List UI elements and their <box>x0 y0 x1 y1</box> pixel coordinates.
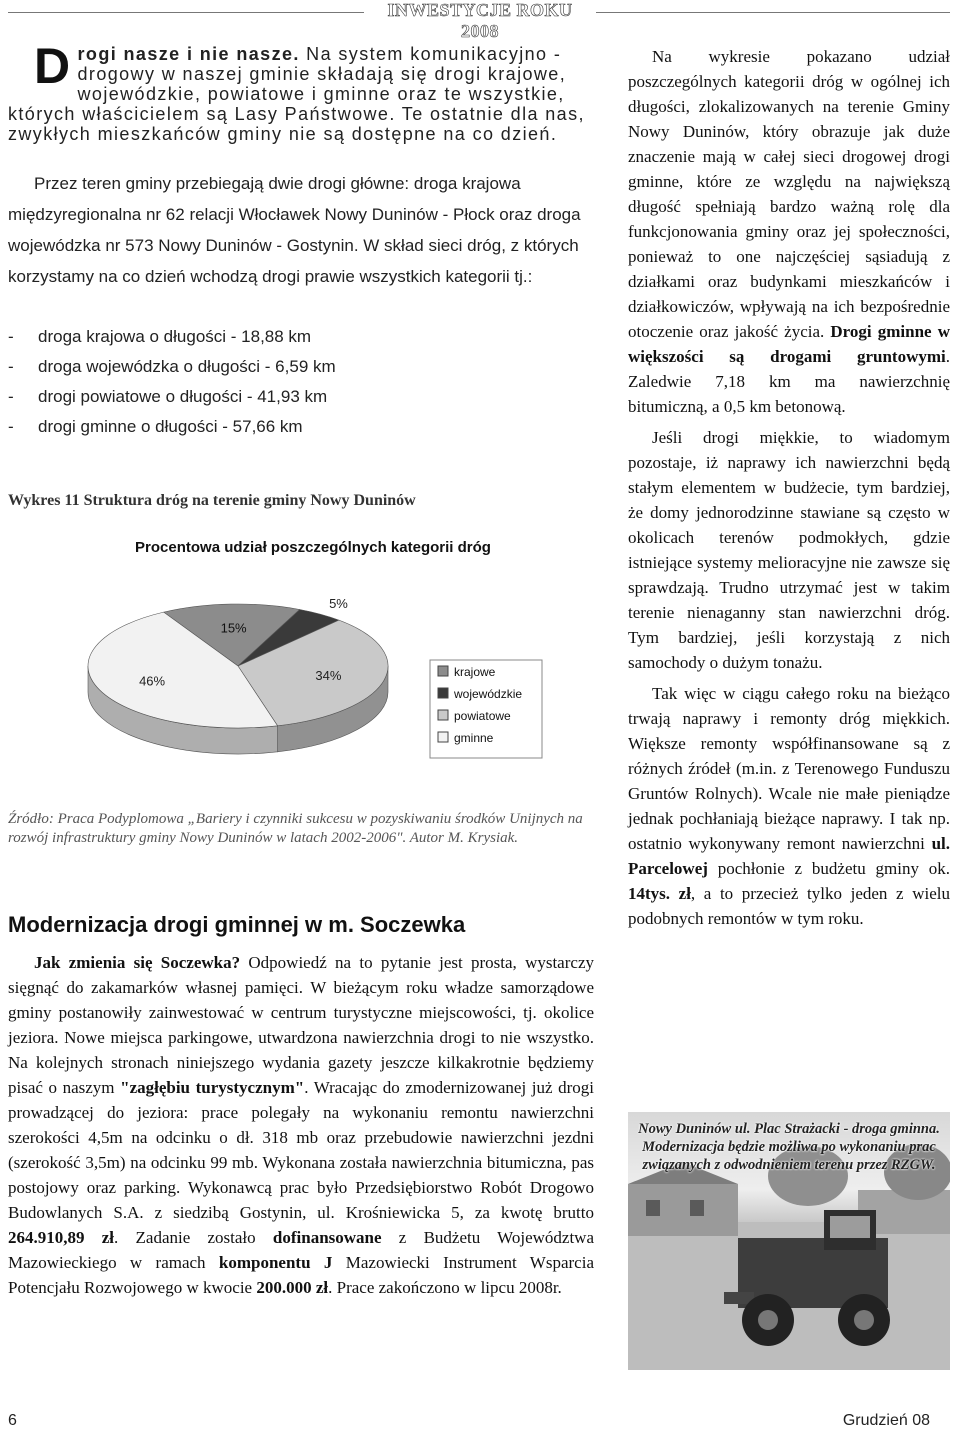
data-label-krajowe: 15% <box>220 620 247 636</box>
intro-lead: rogi nasze i nie nasze. <box>77 44 300 64</box>
section-header-title: INWESTYCJE ROKU 2008 <box>387 0 573 41</box>
data-label-wojewódzkie: 5% <box>329 595 348 611</box>
data-label-gminne: 46% <box>139 673 166 689</box>
legend-label-powiatowe: powiatowe <box>454 709 511 723</box>
legend-swatch-gminne <box>438 732 448 742</box>
legend-label-gminne: gminne <box>454 731 494 745</box>
right-paragraph-1: Na wykresie pokazano udział poszczególnych kategorii dróg w ogólnej ich długości, zlokalizowanych na terenie Gminy Nowy Duninów, który obrazuje jak duże znaczenie mają w całej sieci drogowej drogi gminne, które ze względu na największą długość spełniają bardzo ważną rolę dla funkcjonowania gminy oraz jej społeczności, ponieważ to one najczęściej sąsiadują z działkami oraz budynkami mieszkańców i działkowiczów, wpływają na ich bezpośrednie otoczenie oraz jakość życia. Drogi gminne w większości są drogami gruntowymi. Zaledwie 7,18 km ma nawierzchnię bitumiczną, a 0,5 km betonową. <box>628 47 950 416</box>
drop-cap: D <box>34 38 72 94</box>
right-column-text <box>628 44 950 937</box>
right-paragraph-2: Jeśli drogi miękkie, to wiadomym pozostaje, iż naprawy ich nawierzchni będą stałym elementem w budżecie, tym bardziej, że domy jednorodzinne stawiane są często w okolicach terenów podmokłych, gdzie istniejące systemy melioracyjne nie zawsze się sprawdzają. Trudno utrzymać jest w takim terenie nienaganny stan nawierzchni dróg. Tym bardziej, jeśli korzystają z nich samochody o dużym tonażu. <box>628 428 950 672</box>
intro-text: Na system komunikacyjno - drogowy w naszej gminie składają się drogi krajowe, wojewódzkie, powiatowe i gminne oraz te wszystkie, których właścicielem są Lasy Państwowe. Te ostatnie dla nas, zwykłych mieszkańców gminy nie są dostępne na co dzień. <box>8 44 585 144</box>
road-length-list <box>8 322 508 442</box>
section-heading: Modernizacja drogi gminnej w m. Soczewka <box>8 912 466 937</box>
intro-paragraph <box>8 38 598 144</box>
pie-chart-svg <box>8 516 598 806</box>
header-rule-left <box>8 12 364 13</box>
article-question: Jak zmienia się Soczewka? <box>34 953 241 972</box>
chart-caption: Wykres 11 Struktura dróg na terenie gminy Nowy Duninów <box>8 492 416 509</box>
data-label-powiatowe: 34% <box>315 667 342 683</box>
list-item: - drogi gminne o długości - 57,66 km <box>8 417 303 436</box>
page-number: 6 <box>8 1412 17 1429</box>
roads-paragraph <box>8 168 598 292</box>
list-item: - droga krajowa o długości - 18,88 km <box>8 327 312 346</box>
photo-caption: Nowy Duninów ul. Plac Strażacki - droga gminna. Modernizacja będzie możliwa po wykonaniu prac związanych z odwodnieniem terenu przez RZGW. <box>638 1121 940 1173</box>
road-structure-chart <box>8 516 598 806</box>
legend-label-wojewódzkie: wojewódzkie <box>454 687 523 701</box>
list-item: - drogi powiatowe o długości - 41,93 km <box>8 387 328 406</box>
road-photo <box>628 1112 950 1370</box>
chart-title: Procentowa udział poszczególnych kategorii dróg <box>135 539 491 556</box>
header-rule-right <box>596 12 950 13</box>
roads-paragraph-text: Przez teren gminy przebiegają dwie drogi główne: droga krajowa międzyregionalna nr 62 relacji Włocławek Nowy Duninów - Płock oraz droga wojewódzka nr 573 Nowy Duninów - Gostynin. W skład sieci dróg, z których korzystamy na co dzień wchodzą drogi prawie wszystkich kategorii tj.: <box>8 174 581 286</box>
legend-swatch-krajowe <box>438 666 448 676</box>
legend-swatch-wojewódzkie <box>438 688 448 698</box>
issue-date: Grudzień 08 <box>842 1412 930 1429</box>
chart-source-note: Źródło: Praca Podyplomowa „Bariery i czynniki sukcesu w pozyskiwaniu środków Unijnych na rozwój infrastruktury gminy Nowy Duninów w latach 2002-2006". Autor M. Krysiak. <box>8 811 583 846</box>
legend-label-krajowe: krajowe <box>454 665 496 679</box>
right-paragraph-3: Tak więc w ciągu całego roku na bieżąco trwają naprawy i remonty dróg miękkich. Większe remonty współfinansowane są z różnych źródeł (m.in. z Terenowego Funduszu Gruntów Rolnych). Wcale nie małe pieniądze jednak pochłaniają bieżące naprawy. I tak np. ostatnio wykonywany remont nawierzchni ul. Parcelowej pochłonie z budżetu gminy ok. 14tys. zł, a to przecież tylko jeden z wielu podobnych remontów w tym roku. <box>628 684 950 928</box>
soczewka-article: Jak zmienia się Soczewka? Odpowiedź na to pytanie jest prosta, wystarczy sięgnąć do zakamarków własnej pamięci. W bieżącym roku władze samorządowe gminy postanowiły zainwestować w centrum turystyczne miejscowości, tj. okolice jeziora. Nowe miejsca parkingowe, utwardzona nawierzchnia drogi to nie wszystko. Na kolejnych stronach niniejszego wydania gazety jeszcze kilkakrotnie będziemy pisać o naszym "zagłębiu turystycznym". Wracając do zmodernizowanej już drogi prowadzącej do jeziora: prace polegały na wykonaniu remontu nawierzchni szerokości 4,5m na odcinku o dł. 318 mb oraz przebudowie nawierzchni jezdni (szerokość 3,5m) na odcinku 99 mb. Wykonana została nawierzchnia bitumiczna, pas postojowy oraz parking. Wykonawcą prac było Przedsiębiorstwo Robót Drogowo Budowlanych S.A. z siedzibą Gostynin, ul. Krośniewicka 5, za kwotę brutto 264.910,89 zł. Zadanie zostało dofinansowane z Budżetu Województwa Mazowieckiego w ramach komponentu J Mazowiecki Instrument Wsparcia Potencjału Rozwojowego w kwocie 200.000 zł. Prace zakończono w lipcu 2008r. <box>8 953 595 1297</box>
list-item: - droga wojewódzka o długości - 6,59 km <box>8 357 336 376</box>
legend-swatch-powiatowe <box>438 710 448 720</box>
